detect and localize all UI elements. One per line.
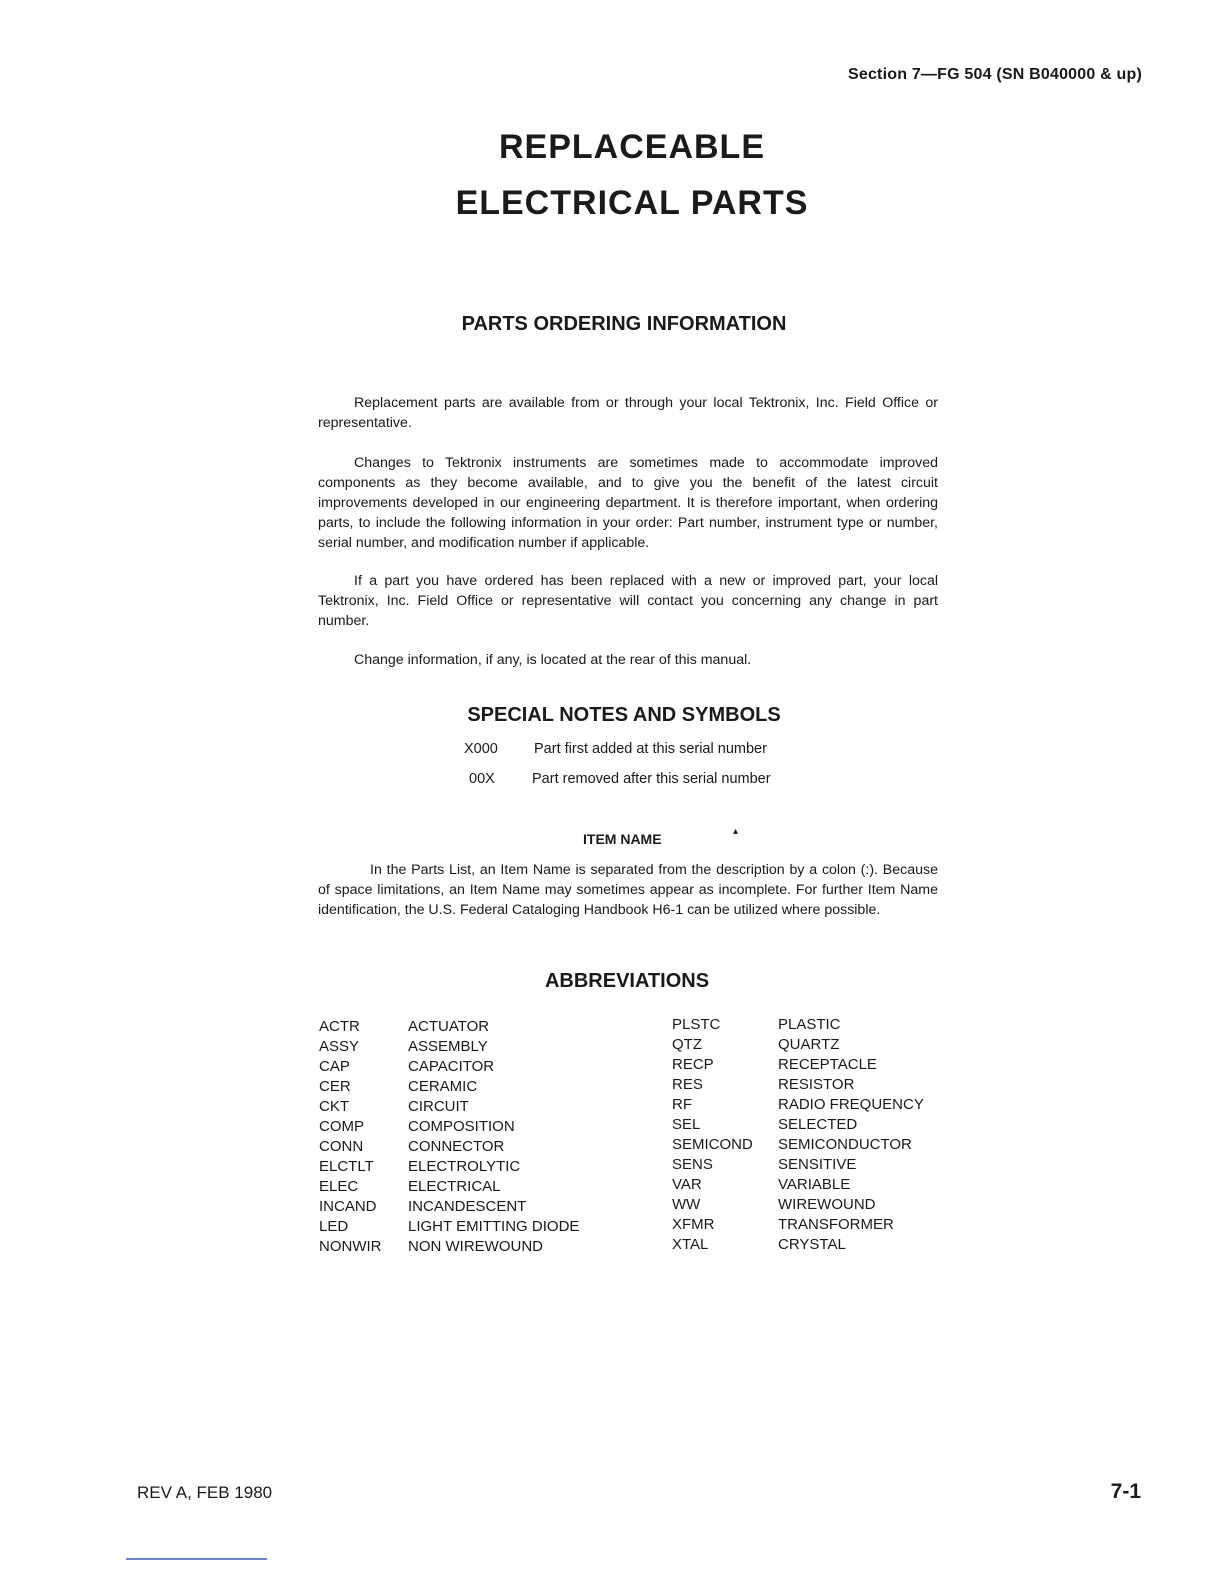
- abbreviation-code: RECP: [672, 1056, 714, 1073]
- abbreviation-code: RF: [672, 1096, 692, 1113]
- stray-mark: ▴: [733, 826, 739, 837]
- abbreviation-meaning: RADIO FREQUENCY: [778, 1096, 924, 1113]
- abbreviation-meaning: SENSITIVE: [778, 1156, 857, 1173]
- abbreviation-meaning: COMPOSITION: [408, 1118, 515, 1135]
- abbreviation-code: INCAND: [319, 1198, 377, 1215]
- abbreviation-meaning: SELECTED: [778, 1116, 858, 1133]
- symbol-code: 00X: [469, 771, 495, 787]
- abbreviation-code: XTAL: [672, 1236, 709, 1253]
- abbreviation-code: CAP: [319, 1058, 350, 1075]
- abbreviations-heading: ABBREVIATIONS: [544, 970, 710, 992]
- abbreviation-code: CKT: [319, 1098, 349, 1115]
- abbreviation-meaning: LIGHT EMITTING DIODE: [408, 1218, 580, 1235]
- abbreviations-right-meanings: [778, 1015, 924, 1255]
- page-number: 7-1: [1110, 1480, 1141, 1503]
- abbreviation-meaning: QUARTZ: [778, 1036, 840, 1053]
- abbreviation-meaning: RESISTOR: [778, 1076, 855, 1093]
- abbreviation-code: RES: [672, 1076, 703, 1093]
- abbreviation-code: QTZ: [672, 1036, 702, 1053]
- abbreviation-code: WW: [672, 1196, 701, 1213]
- abbreviation-meaning: ACTUATOR: [408, 1018, 490, 1035]
- symbol-code: X000: [464, 741, 498, 757]
- abbreviation-meaning: ELECTROLYTIC: [408, 1158, 521, 1175]
- abbreviation-meaning: VARIABLE: [778, 1176, 851, 1193]
- section-header: Section 7—FG 504 (SN B040000 & up): [847, 66, 1142, 83]
- paragraph-item-name: In the Parts List, an Item Name is separated from the description by a colon (:). Because of space limitations, an Item Name may sometimes appear as incomplete. For further Item Name identification, the U.S. Federal Cataloging Handbook H6-1 can be utilized where possible.: [318, 862, 938, 918]
- revision-date: REV A, FEB 1980: [137, 1483, 273, 1502]
- abbreviation-code: SEMICOND: [672, 1136, 753, 1153]
- abbreviation-code: CER: [319, 1078, 351, 1095]
- abbreviation-meaning: CIRCUIT: [408, 1098, 469, 1115]
- abbreviation-code: LED: [319, 1218, 349, 1235]
- bottom-rule: [126, 1558, 267, 1560]
- abbreviation-meaning: TRANSFORMER: [778, 1216, 894, 1233]
- abbreviation-code: NONWIR: [319, 1238, 382, 1255]
- abbreviations-right-codes: [672, 1015, 753, 1255]
- paragraph-changes: Changes to Tektronix instruments are sometimes made to accommodate improved components as they become available, and to give you the benefit of the latest circuit improvements developed in our engineering department. It is therefore important, when ordering parts, to include the following information in your order: Part number, instrument type or number, serial number, and modification number if applicable.: [318, 455, 938, 551]
- abbreviation-code: ELCTLT: [319, 1158, 374, 1175]
- abbreviation-code: COMP: [319, 1118, 364, 1135]
- abbreviation-meaning: WIREWOUND: [778, 1196, 876, 1213]
- abbreviation-code: SENS: [672, 1156, 713, 1173]
- abbreviation-meaning: INCANDESCENT: [408, 1198, 527, 1215]
- abbreviation-meaning: CAPACITOR: [408, 1058, 495, 1075]
- abbreviation-meaning: RECEPTACLE: [778, 1056, 877, 1073]
- paragraph-replaced-part: If a part you have ordered has been replaced with a new or improved part, your local Tektronix, Inc. Field Office or representative will contact you concerning any change in part number.: [318, 573, 938, 629]
- abbreviation-meaning: SEMICONDUCTOR: [778, 1136, 912, 1153]
- abbreviation-meaning: ASSEMBLY: [408, 1038, 488, 1055]
- abbreviation-meaning: CRYSTAL: [778, 1236, 846, 1253]
- abbreviation-meaning: PLASTIC: [778, 1016, 841, 1033]
- abbreviation-code: ACTR: [319, 1018, 360, 1035]
- abbreviation-meaning: CONNECTOR: [408, 1138, 505, 1155]
- abbreviation-meaning: NON WIREWOUND: [408, 1238, 543, 1255]
- paragraph-change-info: Change information, if any, is located at the rear of this manual.: [354, 652, 752, 668]
- page-title-line-2: ELECTRICAL PARTS: [455, 184, 809, 222]
- abbreviation-code: CONN: [319, 1138, 364, 1155]
- abbreviation-code: ASSY: [319, 1038, 360, 1055]
- abbreviation-code: SEL: [672, 1116, 701, 1133]
- abbreviation-code: ELEC: [319, 1178, 359, 1195]
- abbreviations-left-codes: [319, 1017, 382, 1257]
- abbreviation-code: PLSTC: [672, 1016, 721, 1033]
- page-title-line-1: REPLACEABLE: [498, 128, 766, 166]
- abbreviation-meaning: CERAMIC: [408, 1078, 478, 1095]
- abbreviation-code: XFMR: [672, 1216, 715, 1233]
- abbreviations-left-meanings: [408, 1017, 579, 1257]
- paragraph-replacement-parts: Replacement parts are available from or through your local Tektronix, Inc. Field Office or representative.: [318, 395, 938, 431]
- abbreviation-code: VAR: [672, 1176, 702, 1193]
- parts-ordering-heading: PARTS ORDERING INFORMATION: [461, 313, 787, 335]
- item-name-heading: ITEM NAME: [583, 831, 662, 847]
- symbol-description: Part removed after this serial number: [532, 771, 771, 787]
- abbreviation-meaning: ELECTRICAL: [408, 1178, 501, 1195]
- special-notes-heading: SPECIAL NOTES AND SYMBOLS: [467, 704, 781, 726]
- symbol-description: Part first added at this serial number: [534, 741, 767, 757]
